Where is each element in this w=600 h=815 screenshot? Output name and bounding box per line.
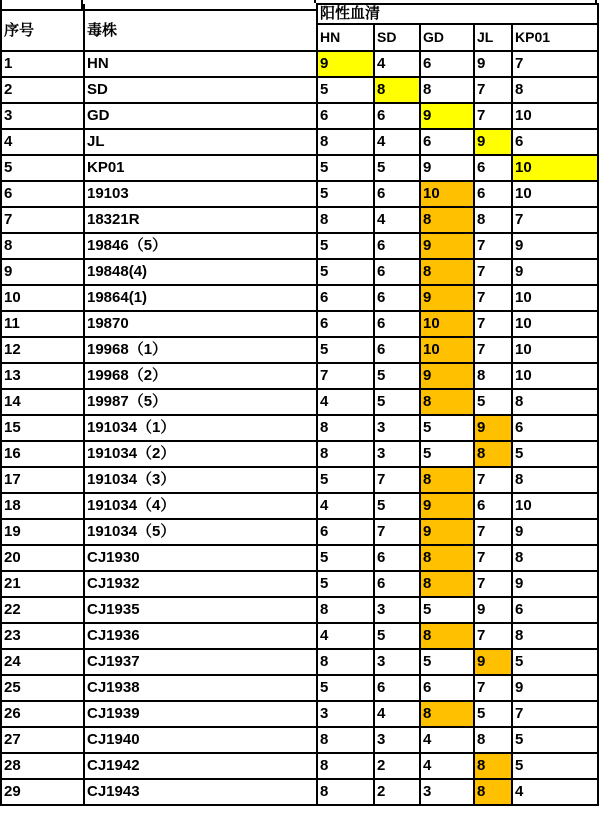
serum-value-cell: 6 [374, 545, 420, 571]
serum-value-cell: 4 [374, 129, 420, 155]
serum-value-cell-highlighted: 8 [474, 779, 512, 805]
table-row [1, 779, 598, 805]
serum-value-cell: 6 [374, 571, 420, 597]
serum-value-cell: 5 [317, 675, 374, 701]
row-index-cell: 2 [1, 77, 84, 103]
serum-value-cell: 6 [420, 129, 474, 155]
positive-serum-group-header: 阳性血清 [317, 4, 598, 24]
serum-value-cell: 8 [474, 363, 512, 389]
strain-name-cell: CJ1938 [84, 675, 317, 701]
strain-name-cell: 19848(4) [84, 259, 317, 285]
serum-value-cell: 6 [317, 311, 374, 337]
table-row [1, 207, 598, 233]
strain-name-cell: 19870 [84, 311, 317, 337]
table-row [1, 441, 598, 467]
serum-value-cell-highlighted: 9 [474, 415, 512, 441]
strain-name-cell: CJ1932 [84, 571, 317, 597]
table-row [1, 51, 598, 77]
serum-value-cell-highlighted: 8 [420, 701, 474, 727]
row-index-cell: 10 [1, 285, 84, 311]
serum-value-cell: 5 [317, 337, 374, 363]
strain-name-cell: 19968（1） [84, 337, 317, 363]
table-row [1, 337, 598, 363]
serum-value-cell: 8 [512, 389, 598, 415]
row-index-cell: 22 [1, 597, 84, 623]
strain-name-cell: CJ1942 [84, 753, 317, 779]
serum-value-cell: 6 [374, 285, 420, 311]
table-row [1, 311, 598, 337]
row-index-cell: 9 [1, 259, 84, 285]
serum-value-cell-highlighted: 10 [420, 311, 474, 337]
serum-column-header-hn: HN [317, 24, 374, 51]
serum-value-cell: 3 [317, 701, 374, 727]
strain-name-cell: 191034（3） [84, 467, 317, 493]
table-row [1, 155, 598, 181]
row-index-cell: 6 [1, 181, 84, 207]
serum-value-cell: 6 [374, 103, 420, 129]
serum-value-cell: 9 [512, 259, 598, 285]
row-index-cell: 12 [1, 337, 84, 363]
strain-name-cell: 191034（5） [84, 519, 317, 545]
strain-name-cell: CJ1939 [84, 701, 317, 727]
serum-value-cell: 4 [420, 727, 474, 753]
strain-name-cell: SD [84, 77, 317, 103]
serum-value-cell-highlighted: 9 [474, 649, 512, 675]
serum-value-cell: 2 [374, 753, 420, 779]
serum-value-cell: 5 [317, 77, 374, 103]
serum-value-cell: 5 [474, 701, 512, 727]
serum-value-cell: 3 [374, 441, 420, 467]
serum-value-cell: 7 [474, 675, 512, 701]
strain-name-cell: 191034（2） [84, 441, 317, 467]
row-index-cell: 20 [1, 545, 84, 571]
serum-value-cell-highlighted: 8 [420, 545, 474, 571]
strain-name-cell: CJ1937 [84, 649, 317, 675]
strain-name-cell: CJ1943 [84, 779, 317, 805]
serum-value-cell-highlighted: 8 [420, 259, 474, 285]
serum-value-cell: 10 [512, 363, 598, 389]
serum-value-cell: 8 [317, 753, 374, 779]
serum-value-cell: 5 [374, 623, 420, 649]
serum-value-cell: 7 [512, 207, 598, 233]
serum-value-cell: 10 [512, 493, 598, 519]
row-index-cell: 8 [1, 233, 84, 259]
serum-value-cell-highlighted: 9 [420, 285, 474, 311]
table-row [1, 493, 598, 519]
row-index-cell: 1 [1, 51, 84, 77]
serum-value-cell-highlighted: 9 [420, 363, 474, 389]
serum-value-cell-highlighted: 8 [420, 623, 474, 649]
row-index-cell: 14 [1, 389, 84, 415]
table-row [1, 467, 598, 493]
strain-name-cell: KP01 [84, 155, 317, 181]
index-column-header: 序号 [1, 4, 84, 51]
strain-name-cell: 18321R [84, 207, 317, 233]
serum-value-cell-highlighted: 10 [420, 337, 474, 363]
serum-value-cell: 10 [512, 311, 598, 337]
table-row [1, 727, 598, 753]
serum-value-cell-highlighted: 9 [420, 493, 474, 519]
serum-value-cell-highlighted: 8 [420, 207, 474, 233]
serum-value-cell: 6 [512, 597, 598, 623]
serum-value-cell: 5 [374, 493, 420, 519]
serum-value-cell: 8 [512, 545, 598, 571]
serum-value-cell-highlighted: 9 [420, 519, 474, 545]
serum-value-cell: 6 [420, 51, 474, 77]
serum-value-cell: 3 [374, 727, 420, 753]
table-row [1, 649, 598, 675]
serum-value-cell: 9 [512, 519, 598, 545]
serum-value-cell: 4 [512, 779, 598, 805]
serum-value-cell: 4 [317, 493, 374, 519]
serum-value-cell-highlighted: 8 [374, 77, 420, 103]
serum-value-cell: 8 [317, 441, 374, 467]
table-header [1, 4, 598, 51]
serum-column-header-sd: SD [374, 24, 420, 51]
serum-value-cell: 4 [317, 623, 374, 649]
row-index-cell: 16 [1, 441, 84, 467]
serum-value-cell: 5 [374, 155, 420, 181]
serum-value-cell: 8 [512, 623, 598, 649]
serum-value-cell: 5 [317, 467, 374, 493]
strain-name-cell: CJ1930 [84, 545, 317, 571]
row-index-cell: 19 [1, 519, 84, 545]
serum-value-cell: 6 [374, 337, 420, 363]
serum-value-cell: 6 [374, 311, 420, 337]
row-index-cell: 13 [1, 363, 84, 389]
serum-value-cell: 3 [374, 415, 420, 441]
serum-value-cell: 9 [474, 597, 512, 623]
row-index-cell: 4 [1, 129, 84, 155]
serum-value-cell: 7 [474, 545, 512, 571]
row-index-cell: 3 [1, 103, 84, 129]
serum-value-cell: 7 [512, 701, 598, 727]
serum-value-cell: 3 [374, 649, 420, 675]
serum-value-cell: 8 [317, 207, 374, 233]
strain-name-cell: GD [84, 103, 317, 129]
serum-value-cell: 5 [420, 415, 474, 441]
table-row [1, 285, 598, 311]
table-row [1, 545, 598, 571]
serum-value-cell: 6 [374, 181, 420, 207]
strain-name-cell: 19103 [84, 181, 317, 207]
serum-value-cell: 8 [317, 415, 374, 441]
table-row [1, 103, 598, 129]
strain-name-cell: JL [84, 129, 317, 155]
serum-value-cell: 7 [317, 363, 374, 389]
serum-value-cell: 4 [374, 207, 420, 233]
serum-value-cell-highlighted: 9 [317, 51, 374, 77]
serum-titer-table [0, 3, 599, 806]
serum-value-cell: 5 [317, 571, 374, 597]
serum-value-cell: 8 [317, 779, 374, 805]
serum-value-cell: 3 [420, 779, 474, 805]
serum-value-cell: 9 [474, 51, 512, 77]
serum-value-cell: 7 [374, 519, 420, 545]
serum-value-cell: 8 [317, 649, 374, 675]
serum-value-cell: 6 [474, 493, 512, 519]
serum-value-cell: 6 [374, 233, 420, 259]
serum-value-cell: 5 [474, 389, 512, 415]
strain-name-cell: 191034（1） [84, 415, 317, 441]
strain-name-cell: CJ1935 [84, 597, 317, 623]
serum-value-cell: 6 [317, 285, 374, 311]
serum-value-cell: 7 [512, 51, 598, 77]
serum-value-cell: 8 [512, 77, 598, 103]
serum-value-cell: 7 [474, 467, 512, 493]
serum-value-cell-highlighted: 10 [512, 155, 598, 181]
table-row [1, 129, 598, 155]
table-row [1, 233, 598, 259]
serum-value-cell: 6 [374, 259, 420, 285]
serum-value-cell: 7 [474, 103, 512, 129]
serum-value-cell: 2 [374, 779, 420, 805]
serum-value-cell: 4 [374, 51, 420, 77]
serum-value-cell: 4 [317, 389, 374, 415]
row-index-cell: 27 [1, 727, 84, 753]
serum-value-cell: 10 [512, 337, 598, 363]
serum-value-cell-highlighted: 8 [474, 441, 512, 467]
serum-value-cell: 8 [512, 467, 598, 493]
serum-value-cell: 9 [420, 155, 474, 181]
serum-value-cell: 10 [512, 181, 598, 207]
strain-name-cell: 19846（5） [84, 233, 317, 259]
strain-name-cell: 191034（4） [84, 493, 317, 519]
serum-value-cell: 10 [512, 103, 598, 129]
table-row [1, 363, 598, 389]
row-index-cell: 15 [1, 415, 84, 441]
table-row [1, 753, 598, 779]
serum-value-cell: 6 [474, 181, 512, 207]
serum-value-cell: 5 [317, 155, 374, 181]
row-index-cell: 5 [1, 155, 84, 181]
serum-value-cell: 9 [512, 233, 598, 259]
table-row [1, 389, 598, 415]
serum-value-cell: 5 [512, 649, 598, 675]
serum-value-cell-highlighted: 8 [474, 753, 512, 779]
serum-value-cell-highlighted: 8 [420, 467, 474, 493]
serum-value-cell: 7 [474, 285, 512, 311]
serum-value-cell: 7 [474, 259, 512, 285]
row-index-cell: 23 [1, 623, 84, 649]
row-index-cell: 18 [1, 493, 84, 519]
serum-value-cell: 7 [474, 233, 512, 259]
serum-value-cell: 5 [317, 259, 374, 285]
row-index-cell: 11 [1, 311, 84, 337]
serum-value-cell: 5 [374, 363, 420, 389]
serum-value-cell: 9 [512, 675, 598, 701]
serum-value-cell: 5 [512, 727, 598, 753]
serum-value-cell-highlighted: 8 [420, 389, 474, 415]
serum-value-cell-highlighted: 9 [474, 129, 512, 155]
serum-value-cell: 6 [512, 129, 598, 155]
table-row [1, 675, 598, 701]
serum-value-cell-highlighted: 8 [420, 571, 474, 597]
row-index-cell: 28 [1, 753, 84, 779]
strain-name-cell: HN [84, 51, 317, 77]
serum-value-cell: 8 [317, 597, 374, 623]
serum-column-header-gd: GD [420, 24, 474, 51]
serum-value-cell: 6 [374, 675, 420, 701]
serum-column-header-kp01: KP01 [512, 24, 598, 51]
serum-value-cell: 7 [474, 337, 512, 363]
table-row [1, 181, 598, 207]
table-row [1, 519, 598, 545]
serum-value-cell: 7 [474, 519, 512, 545]
serum-value-cell: 5 [317, 181, 374, 207]
header-row-serum-group [1, 4, 598, 24]
serum-value-cell: 7 [374, 467, 420, 493]
serum-value-cell: 7 [474, 311, 512, 337]
serum-value-cell: 8 [474, 207, 512, 233]
serum-value-cell: 6 [512, 415, 598, 441]
row-index-cell: 17 [1, 467, 84, 493]
strain-name-cell: CJ1936 [84, 623, 317, 649]
serum-value-cell: 7 [474, 571, 512, 597]
table-row [1, 701, 598, 727]
serum-value-cell: 5 [317, 545, 374, 571]
table-row [1, 597, 598, 623]
row-index-cell: 26 [1, 701, 84, 727]
serum-value-cell: 5 [512, 753, 598, 779]
serum-value-cell: 7 [474, 77, 512, 103]
serum-value-cell: 5 [420, 649, 474, 675]
table-row [1, 571, 598, 597]
serum-column-header-jl: JL [474, 24, 512, 51]
serum-value-cell-highlighted: 9 [420, 233, 474, 259]
serum-value-cell: 4 [374, 701, 420, 727]
serum-value-cell: 8 [474, 727, 512, 753]
serum-value-cell: 3 [374, 597, 420, 623]
row-index-cell: 24 [1, 649, 84, 675]
serum-value-cell: 8 [420, 77, 474, 103]
serum-value-cell: 5 [374, 389, 420, 415]
strain-name-cell: CJ1940 [84, 727, 317, 753]
table-row [1, 259, 598, 285]
serum-value-cell: 7 [474, 623, 512, 649]
table-row [1, 623, 598, 649]
serum-value-cell: 5 [420, 597, 474, 623]
serum-value-cell: 6 [317, 519, 374, 545]
table-row [1, 77, 598, 103]
strain-column-header: 毒株 [84, 4, 317, 51]
serum-value-cell: 6 [420, 675, 474, 701]
serum-value-cell: 10 [512, 285, 598, 311]
serum-value-cell: 4 [420, 753, 474, 779]
serum-value-cell: 6 [474, 155, 512, 181]
serum-value-cell: 5 [420, 441, 474, 467]
serum-value-cell-highlighted: 10 [420, 181, 474, 207]
row-index-cell: 7 [1, 207, 84, 233]
serum-value-cell: 8 [317, 727, 374, 753]
serum-value-cell: 5 [317, 233, 374, 259]
serum-value-cell: 8 [317, 129, 374, 155]
strain-name-cell: 19987（5） [84, 389, 317, 415]
row-index-cell: 21 [1, 571, 84, 597]
serum-value-cell: 6 [317, 103, 374, 129]
row-index-cell: 29 [1, 779, 84, 805]
serum-value-cell: 9 [512, 571, 598, 597]
table-row [1, 415, 598, 441]
table-body [1, 51, 598, 805]
strain-name-cell: 19968（2） [84, 363, 317, 389]
serum-value-cell-highlighted: 9 [420, 103, 474, 129]
row-index-cell: 25 [1, 675, 84, 701]
serum-value-cell: 5 [512, 441, 598, 467]
strain-name-cell: 19864(1) [84, 285, 317, 311]
